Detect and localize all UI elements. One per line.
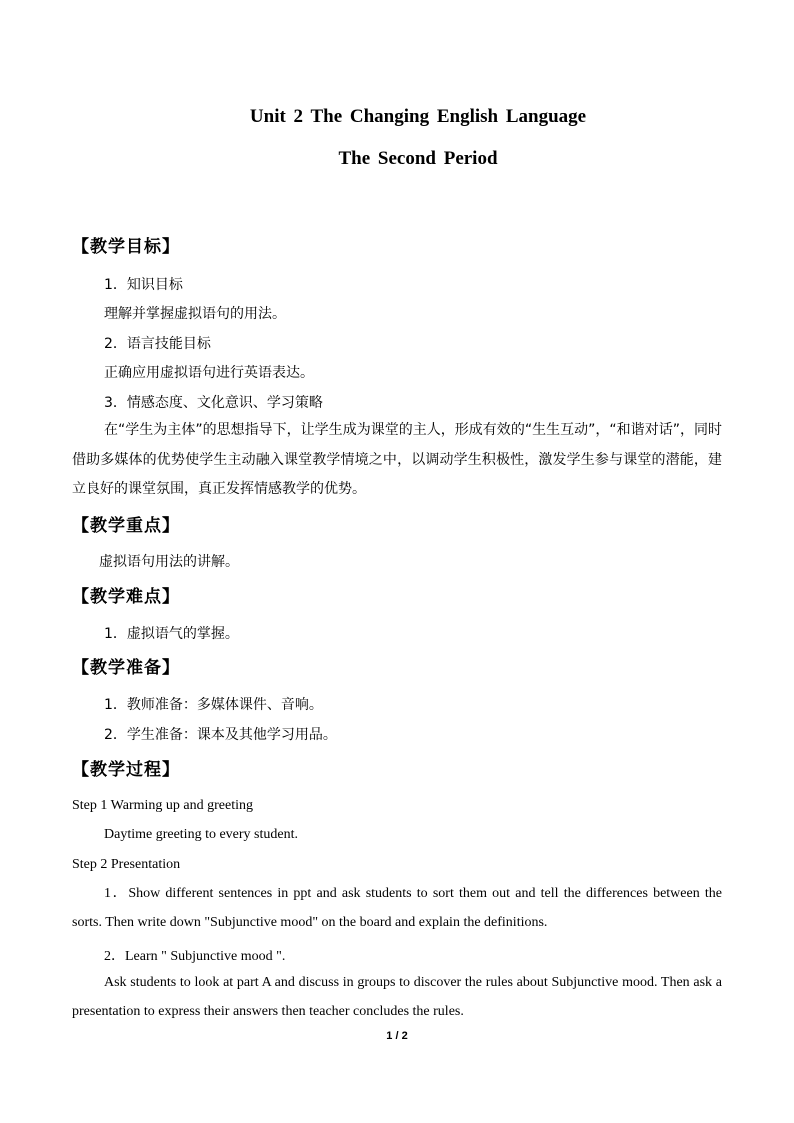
key-points-heading: 【教学重点】 bbox=[72, 516, 180, 536]
difficulties-heading: 【教学难点】 bbox=[72, 587, 180, 607]
step-1-text: Daytime greeting to every student. bbox=[104, 827, 298, 842]
objective-2-text: 正确应用虚拟语句进行英语表达。 bbox=[104, 365, 314, 381]
objective-1-label: 1．知识目标 bbox=[104, 277, 183, 293]
step-2-item-1: 1．Show different sentences in ppt and ask students to sort them out and tell the differences between the sorts. Then write down "Subjunctive mood" on the board and explain the definitions. bbox=[72, 886, 722, 930]
document-subtitle: The Second Period bbox=[338, 148, 498, 169]
preparation-item-2: 2．学生准备：课本及其他学习用品。 bbox=[104, 727, 337, 743]
step-2-title: Step 2 Presentation bbox=[72, 857, 181, 872]
step-1-title: Step 1 Warming up and greeting bbox=[72, 798, 253, 813]
page-number: 1 / 2 bbox=[386, 1030, 408, 1042]
key-points-text: 虚拟语句用法的讲解。 bbox=[99, 554, 239, 570]
objectives-heading: 【教学目标】 bbox=[72, 237, 180, 257]
difficulties-text: 1．虚拟语气的掌握。 bbox=[104, 626, 239, 642]
document-title: Unit 2 The Changing English Language bbox=[249, 106, 587, 127]
objective-1-text: 理解并掌握虚拟语句的用法。 bbox=[104, 306, 286, 322]
objective-2-label: 2．语言技能目标 bbox=[104, 336, 211, 352]
step-2-item-2: 2．Learn " Subjunctive mood ". bbox=[104, 949, 286, 964]
step-2-item-3: Ask students to look at part A and discuss in groups to discover the rules about Subjunctive mood. Then ask a presentation to express their answers then teacher concludes the rules. bbox=[72, 975, 722, 1019]
objective-3-label: 3．情感态度、文化意识、学习策略 bbox=[104, 395, 323, 411]
objective-3-text: 在“学生为主体”的思想指导下，让学生成为课堂的主人，形成有效的“生生互动”，“和谐对话”，同时借助多媒体的优势使学生主动融入课堂教学情境之中，以调动学生积极性，激发学生参与课堂的潜能，建立良好的课堂氛围，真正发挥情感教学的优势。 bbox=[72, 422, 722, 497]
preparation-item-1: 1．教师准备：多媒体课件、音响。 bbox=[104, 697, 323, 713]
preparation-heading: 【教学准备】 bbox=[72, 658, 180, 678]
process-heading: 【教学过程】 bbox=[72, 760, 180, 780]
